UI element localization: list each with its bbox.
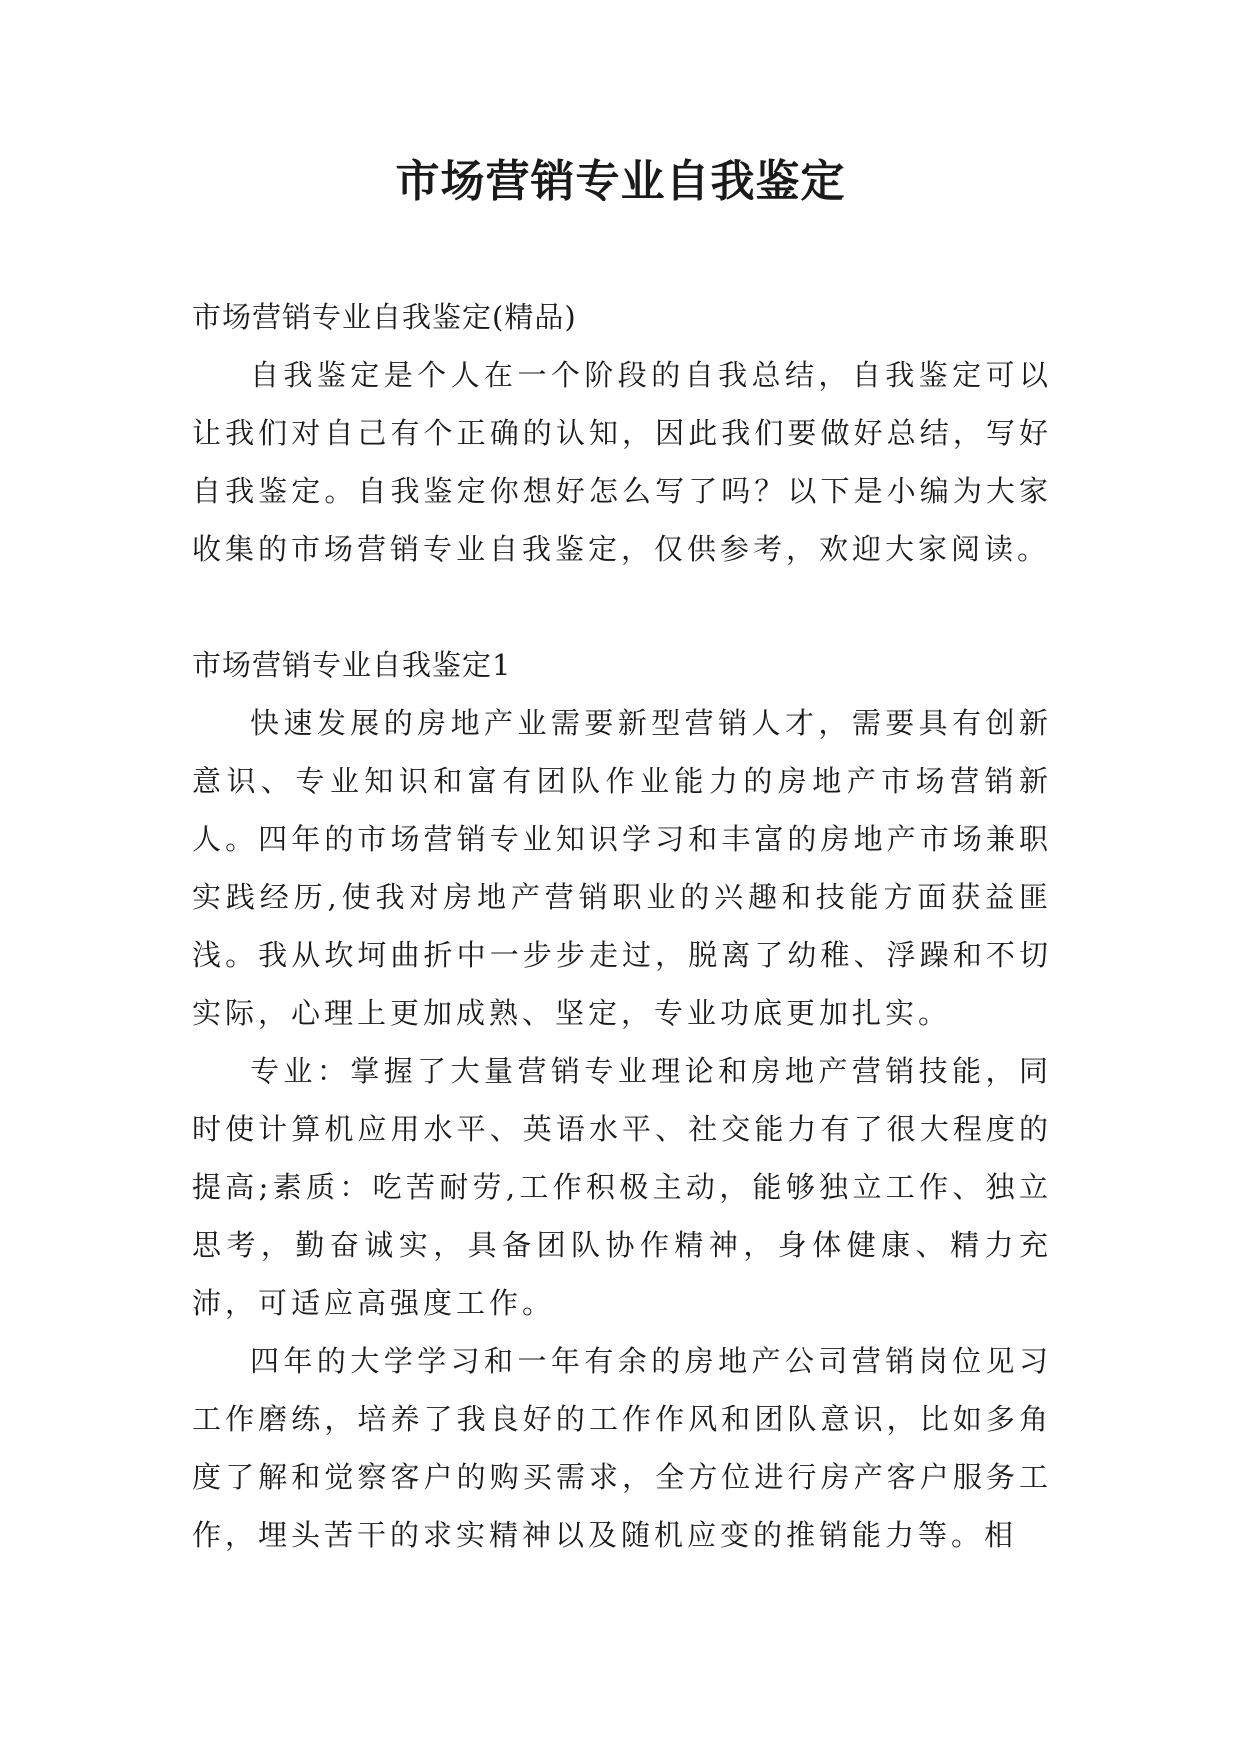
section-spacer	[192, 578, 1052, 636]
section1-paragraph-2: 专业：掌握了大量营销专业理论和房地产营销技能，同时使计算机应用水平、英语水平、社交能力有了很大程度的提高;素质：吃苦耐劳,工作积极主动，能够独立工作、独立思考，勤奋诚实，具备团队协作精神，身体健康、精力充沛，可适应高强度工作。	[192, 1054, 1052, 1320]
document-title: 市场营销专业自我鉴定	[395, 156, 846, 207]
intro-paragraph: 自我鉴定是个人在一个阶段的自我总结，自我鉴定可以让我们对自己有个正确的认知，因此我们要做好总结，写好自我鉴定。自我鉴定你想好怎么写了吗？以下是小编为大家收集的市场营销专业自我鉴定，仅供参考，欢迎大家阅读。	[192, 358, 1052, 566]
section1-paragraph-3: 四年的大学学习和一年有余的房地产公司营销岗位见习工作磨练，培养了我良好的工作作风和团队意识，比如多角度了解和觉察客户的购买需求，全方位进行房产客户服务工作，埋头苦干的求实精神以及随机应变的推销能力等。相	[192, 1344, 1052, 1552]
document-body	[192, 288, 1052, 1564]
intro-heading: 市场营销专业自我鉴定(精品)	[192, 300, 577, 334]
section1-heading: 市场营销专业自我鉴定1	[192, 648, 512, 682]
section1-paragraph-1: 快速发展的房地产业需要新型营销人才，需要具有创新意识、专业知识和富有团队作业能力的房地产市场营销新人。四年的市场营销专业知识学习和丰富的房地产市场兼职实践经历,使我对房地产营销职业的兴趣和技能方面获益匪浅。我从坎坷曲折中一步步走过，脱离了幼稚、浮躁和不切实际，心理上更加成熟、坚定，专业功底更加扎实。	[192, 706, 1052, 1030]
